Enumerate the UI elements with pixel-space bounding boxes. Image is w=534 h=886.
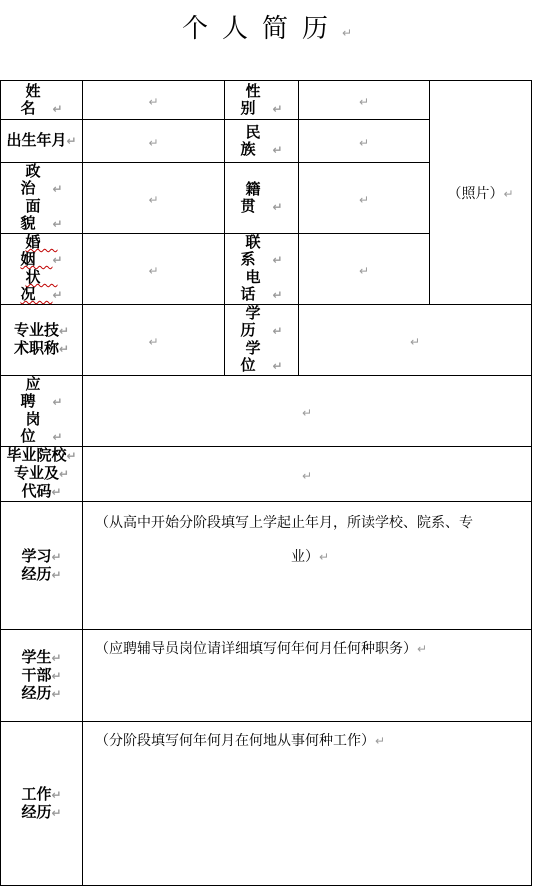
photo-cell[interactable]: （照片）↵ <box>430 81 532 305</box>
field-study-history[interactable]: （从高中开始分阶段填写上学起止年月，所读学校、院系、专 业）↵ <box>83 502 532 630</box>
paragraph-mark-icon: ↵ <box>341 26 353 40</box>
title-text: 个人简历 <box>181 14 342 44</box>
field-school[interactable]: ↵ <box>83 447 532 502</box>
label-position: 应 聘↵ 岗 位↵ <box>1 376 83 447</box>
field-cadre-history[interactable]: （应聘辅导员岗位请详细填写何年何月任何种职务）↵ <box>83 630 532 722</box>
row-position <box>1 376 532 447</box>
field-professional-title[interactable]: ↵ <box>83 305 225 376</box>
label-cadre-history: 学生↵ 干部↵ 经历↵ <box>1 630 83 722</box>
study-hint-line2: 业） <box>290 549 319 565</box>
field-ethnicity[interactable]: ↵ <box>299 120 430 163</box>
row-cadre <box>1 630 532 722</box>
label-birth: 出生年月↵ <box>1 120 83 163</box>
label-school: 毕业院校↵ 专业及↵ 代码↵ <box>1 447 83 502</box>
row-title <box>1 305 532 376</box>
label-education: 学 历↵ 学 位↵ <box>225 305 299 376</box>
field-gender[interactable]: ↵ <box>299 81 430 120</box>
field-native[interactable]: ↵ <box>299 163 430 234</box>
field-birth[interactable]: ↵ <box>83 120 225 163</box>
field-marital[interactable]: ↵ <box>83 234 225 305</box>
row-school <box>1 447 532 502</box>
field-position[interactable]: ↵ <box>83 376 532 447</box>
label-ethnicity: 民 族↵ <box>225 120 299 163</box>
label-marital: 婚 姻↵ 状 况↵ <box>1 234 83 305</box>
study-hint-line1: （从高中开始分阶段填写上学起止年月，所读学校、院系、专 <box>95 515 473 531</box>
cadre-hint: （应聘辅导员岗位请详细填写何年何月任何种职务） <box>95 641 417 657</box>
label-study-history: 学习↵ 经历↵ <box>1 502 83 630</box>
label-contact: 联 系↵ 电 话↵ <box>225 234 299 305</box>
field-name[interactable]: ↵ <box>83 81 225 120</box>
label-professional-title: 专业技↵ 术职称↵ <box>1 305 83 376</box>
row-work <box>1 722 532 886</box>
label-work-history: 工作↵ 经历↵ <box>1 722 83 886</box>
label-native: 籍 贯↵ <box>225 163 299 234</box>
work-hint: （分阶段填写何年何月在何地从事何种工作） <box>95 733 375 749</box>
page-title <box>0 8 534 45</box>
row-study <box>1 502 532 630</box>
field-education[interactable]: ↵ <box>299 305 532 376</box>
field-contact[interactable]: ↵ <box>299 234 430 305</box>
row-name <box>1 81 532 120</box>
label-name: 姓 名↵ <box>1 81 83 120</box>
resume-table <box>0 80 532 886</box>
field-work-history[interactable]: （分阶段填写何年何月在何地从事何种工作）↵ <box>83 722 532 886</box>
label-political: 政 治↵ 面 貌↵ <box>1 163 83 234</box>
field-political[interactable]: ↵ <box>83 163 225 234</box>
label-gender: 性 别↵ <box>225 81 299 120</box>
